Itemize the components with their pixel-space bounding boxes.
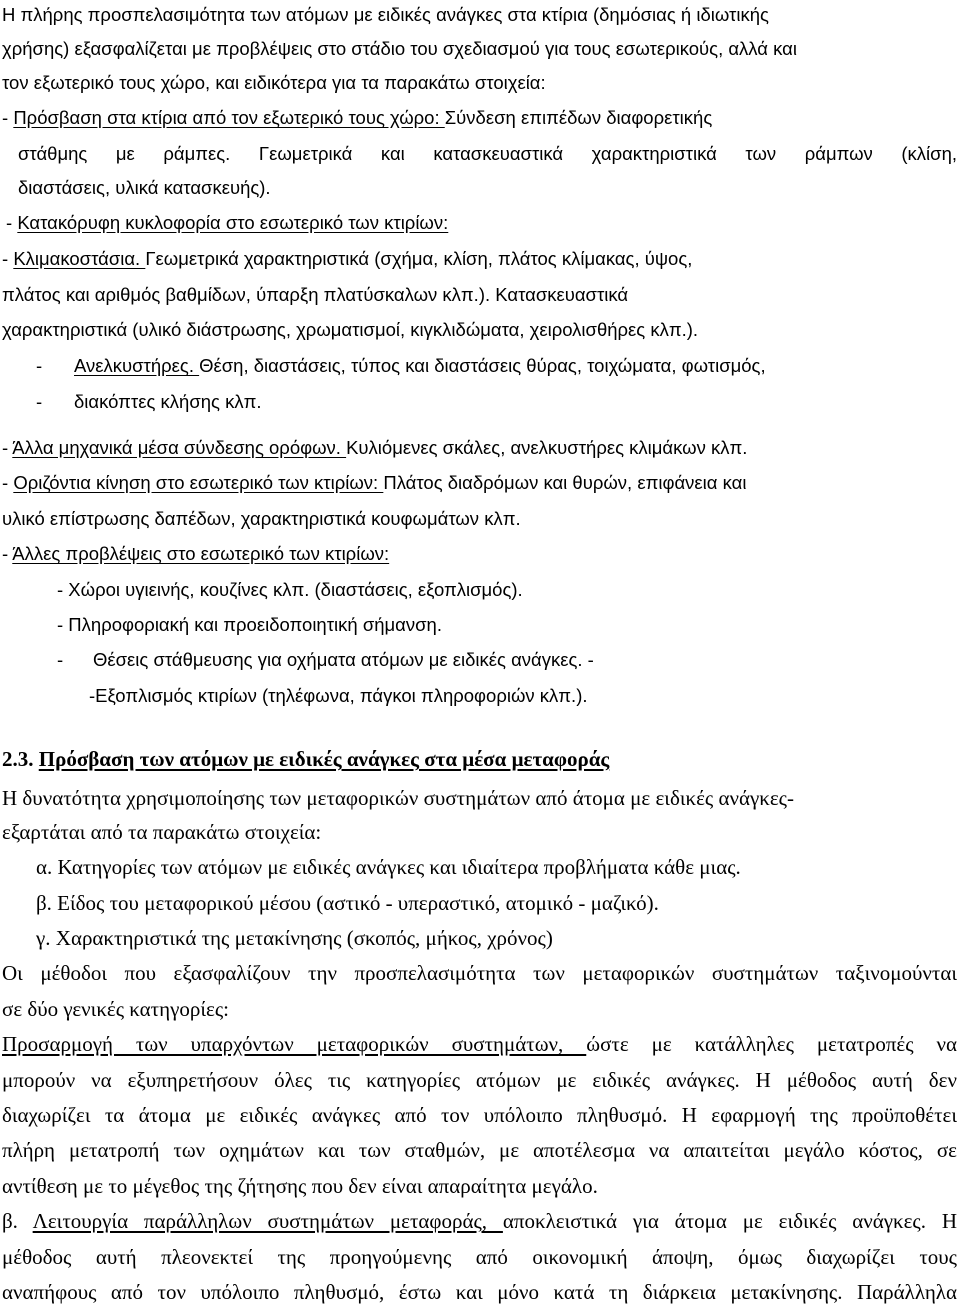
underlined-heading: Κατακόρυφη κυκλοφορία στο εσωτερικό των κτιρίων: [17, 212, 449, 233]
text-line: διαχωρίζει τα άτομα με ειδικές ανάγκες από τον υπόλοιπο πληθυσμό. Η εφαρμογή της προϋποθέτει [2, 1103, 957, 1127]
bullet-dash: - [6, 212, 18, 233]
paragraph-line [2, 1136, 957, 1164]
list-item: - Πληροφοριακή και προειδοποιητική σήμανση. [57, 614, 442, 635]
paragraph-line [2, 1101, 957, 1129]
paragraph-line [2, 959, 957, 987]
paragraph-line: διαστάσεις, υλικά κατασκευής). [18, 177, 271, 198]
text-line: μπορούν να εξυπηρετήσουν όλες τις κατηγορίες ατόμων με ειδικές ανάγκες. Η μέθοδος αυτή δεν [2, 1068, 957, 1092]
paragraph-line [2, 1030, 957, 1058]
bullet-dash: - [57, 649, 64, 670]
text-line: Κυλιόμενες σκάλες, ανελκυστήρες κλιμάκων κλπ. [346, 437, 748, 458]
list-item [6, 209, 448, 237]
underlined-heading: Οριζόντια κίνηση στο εσωτερικό των κτιρίων: [13, 472, 384, 493]
list-item [2, 104, 712, 132]
section-title: Πρόσβαση των ατόμων με ειδικές ανάγκες στα μέσα μεταφοράς [38, 747, 610, 771]
list-item: β. Είδος του μεταφορικού μέσου (αστικό - υπεραστικό, ατομικό - μαζικό). [36, 891, 659, 915]
bullet-dash: - [2, 472, 14, 493]
text-line: χρήσης) εξασφαλίζεται με προβλέψεις στο στάδιο του σχεδιασμού για τους εσωτερικούς, αλλά και [2, 38, 797, 59]
paragraph-line: τον εξωτερικό τους χώρο, και ειδικότερα για τα παρακάτω στοιχεία: [2, 72, 546, 93]
bullet-dash: - [36, 355, 43, 376]
bullet-dash: - [2, 437, 13, 458]
text-line: ώστε με κατάλληλες μετατροπές να [586, 1032, 957, 1056]
section-heading [2, 745, 609, 773]
text-line: αποκλειστικά για άτομα με ειδικές ανάγκες. Η [502, 1209, 958, 1233]
text-line [2, 1207, 957, 1235]
text-line: Σύνδεση επιπέδων διαφορετικής [444, 107, 713, 128]
paragraph-line: εξαρτάται από τα παρακάτω στοιχεία: [2, 820, 322, 844]
section-number: 2.3. [2, 747, 39, 771]
list-item [2, 434, 747, 462]
text-line: Γεωμετρικά χαρακτηριστικά (σχήμα, κλίση, πλάτος κλίμακας, ύψος, [145, 248, 693, 269]
paragraph-line [2, 1, 957, 29]
bullet-dash: - [2, 107, 14, 128]
paragraph-line [2, 1278, 957, 1306]
text-line: αναπήφους από τον υπόλοιπο πληθυσμό, έστω και μόνο κατά τη διάρκεια μετακίνησης. Παράλληλα [2, 1280, 957, 1304]
list-item [36, 388, 261, 416]
list-item [2, 540, 389, 568]
paragraph-line [2, 35, 957, 63]
bullet-dash: - [2, 248, 14, 269]
paragraph-line: Η δυνατότητα χρησιμοποίησης των μεταφορικών συστημάτων από άτομα με ειδικές ανάγκες- [2, 786, 794, 810]
bullet-dash: - [36, 391, 43, 412]
underlined-heading: Άλλες προβλέψεις στο εσωτερικό των κτιρίων: [12, 543, 390, 564]
underlined-heading: Πρόσβαση στα κτίρια από τον εξωτερικό τους χώρο: [13, 107, 445, 128]
text-line: Θέσεις στάθμευσης για οχήματα ατόμων με ειδικές ανάγκες. - [93, 649, 594, 670]
paragraph-line: πλάτος και αριθμός βαθμίδων, ύπαρξη πλατύσκαλων κλπ.). Κατασκευαστικά [2, 284, 629, 305]
text-line: Η πλήρης προσπελασιμότητα των ατόμων με ειδικές ανάγκες στα κτίρια (δημόσιας ή ιδιωτικής [2, 4, 769, 25]
text-line: πλήρη μετατροπή των οχημάτων και των σταθμών, με αποτέλεσμα να απαιτείται μεγάλο κόστος, σε [2, 1138, 957, 1162]
paragraph-line [2, 1066, 957, 1094]
text-line [2, 1030, 957, 1058]
paragraph-line [2, 1207, 957, 1235]
paragraph-line: αντίθεση με το μέγεθος της ζήτησης που δεν είναι απαραίτητα μεγάλο. [2, 1174, 598, 1198]
text-line: Οι μέθοδοι που εξασφαλίζουν την προσπελασιμότητα των μεταφορικών συστημάτων ταξινομούνται [2, 961, 957, 985]
list-item: -Εξοπλισμός κτιρίων (τηλέφωνα, πάγκοι πληροφοριών κλπ.). [89, 685, 588, 706]
list-item [36, 352, 766, 380]
text-line: μέθοδος αυτή πλεονεκτεί της προηγούμενης από οικονομική άποψη, όμως διαχωρίζει τους [2, 1245, 957, 1269]
list-marker: β. [2, 1209, 33, 1233]
underlined-heading: Κλιμακοστάσια. [13, 248, 146, 269]
list-item [57, 646, 594, 674]
underlined-heading: Άλλα μηχανικά μέσα σύνδεσης ορόφων. [12, 437, 347, 458]
bullet-dash: - [2, 543, 13, 564]
text-line: στάθμης με ράμπες. Γεωμετρικά και κατασκευαστικά χαρακτηριστικά των ράμπων (κλίση, [18, 143, 957, 164]
list-item: α. Κατηγορίες των ατόμων με ειδικές ανάγκες και ιδιαίτερα προβλήματα κάθε μιας. [36, 855, 741, 879]
paragraph-line: χαρακτηριστικά (υλικό διάστρωσης, χρωματισμοί, κιγκλιδώματα, χειρολισθήρες κλπ.). [2, 319, 699, 340]
paragraph-line [18, 140, 957, 168]
underlined-heading: Λειτουργία παράλληλων συστημάτων μεταφοράς, [32, 1209, 503, 1233]
list-item: - Χώροι υγιεινής, κουζίνες κλπ. (διαστάσεις, εξοπλισμός). [57, 579, 523, 600]
list-item: γ. Χαρακτηριστικά της μετακίνησης (σκοπός, μήκος, χρόνος) [36, 926, 553, 950]
text-line: διακόπτες κλήσης κλπ. [74, 391, 262, 412]
paragraph-line [2, 1243, 957, 1271]
text-line: Θέση, διαστάσεις, τύπος και διαστάσεις θύρας, τοιχώματα, φωτισμός, [199, 355, 766, 376]
list-item [2, 245, 692, 273]
list-item [2, 469, 746, 497]
paragraph-line: σε δύο γενικές κατηγορίες: [2, 997, 229, 1021]
underlined-heading: Προσαρμογή των υπαρχόντων μεταφορικών συστημάτων, [2, 1032, 587, 1056]
paragraph-line: υλικό επίστρωσης δαπέδων, χαρακτηριστικά κουφωμάτων κλπ. [2, 508, 521, 529]
text-line: Πλάτος διαδρόμων και θυρών, επιφάνεια και [383, 472, 747, 493]
underlined-heading: Ανελκυστήρες. [74, 355, 200, 376]
